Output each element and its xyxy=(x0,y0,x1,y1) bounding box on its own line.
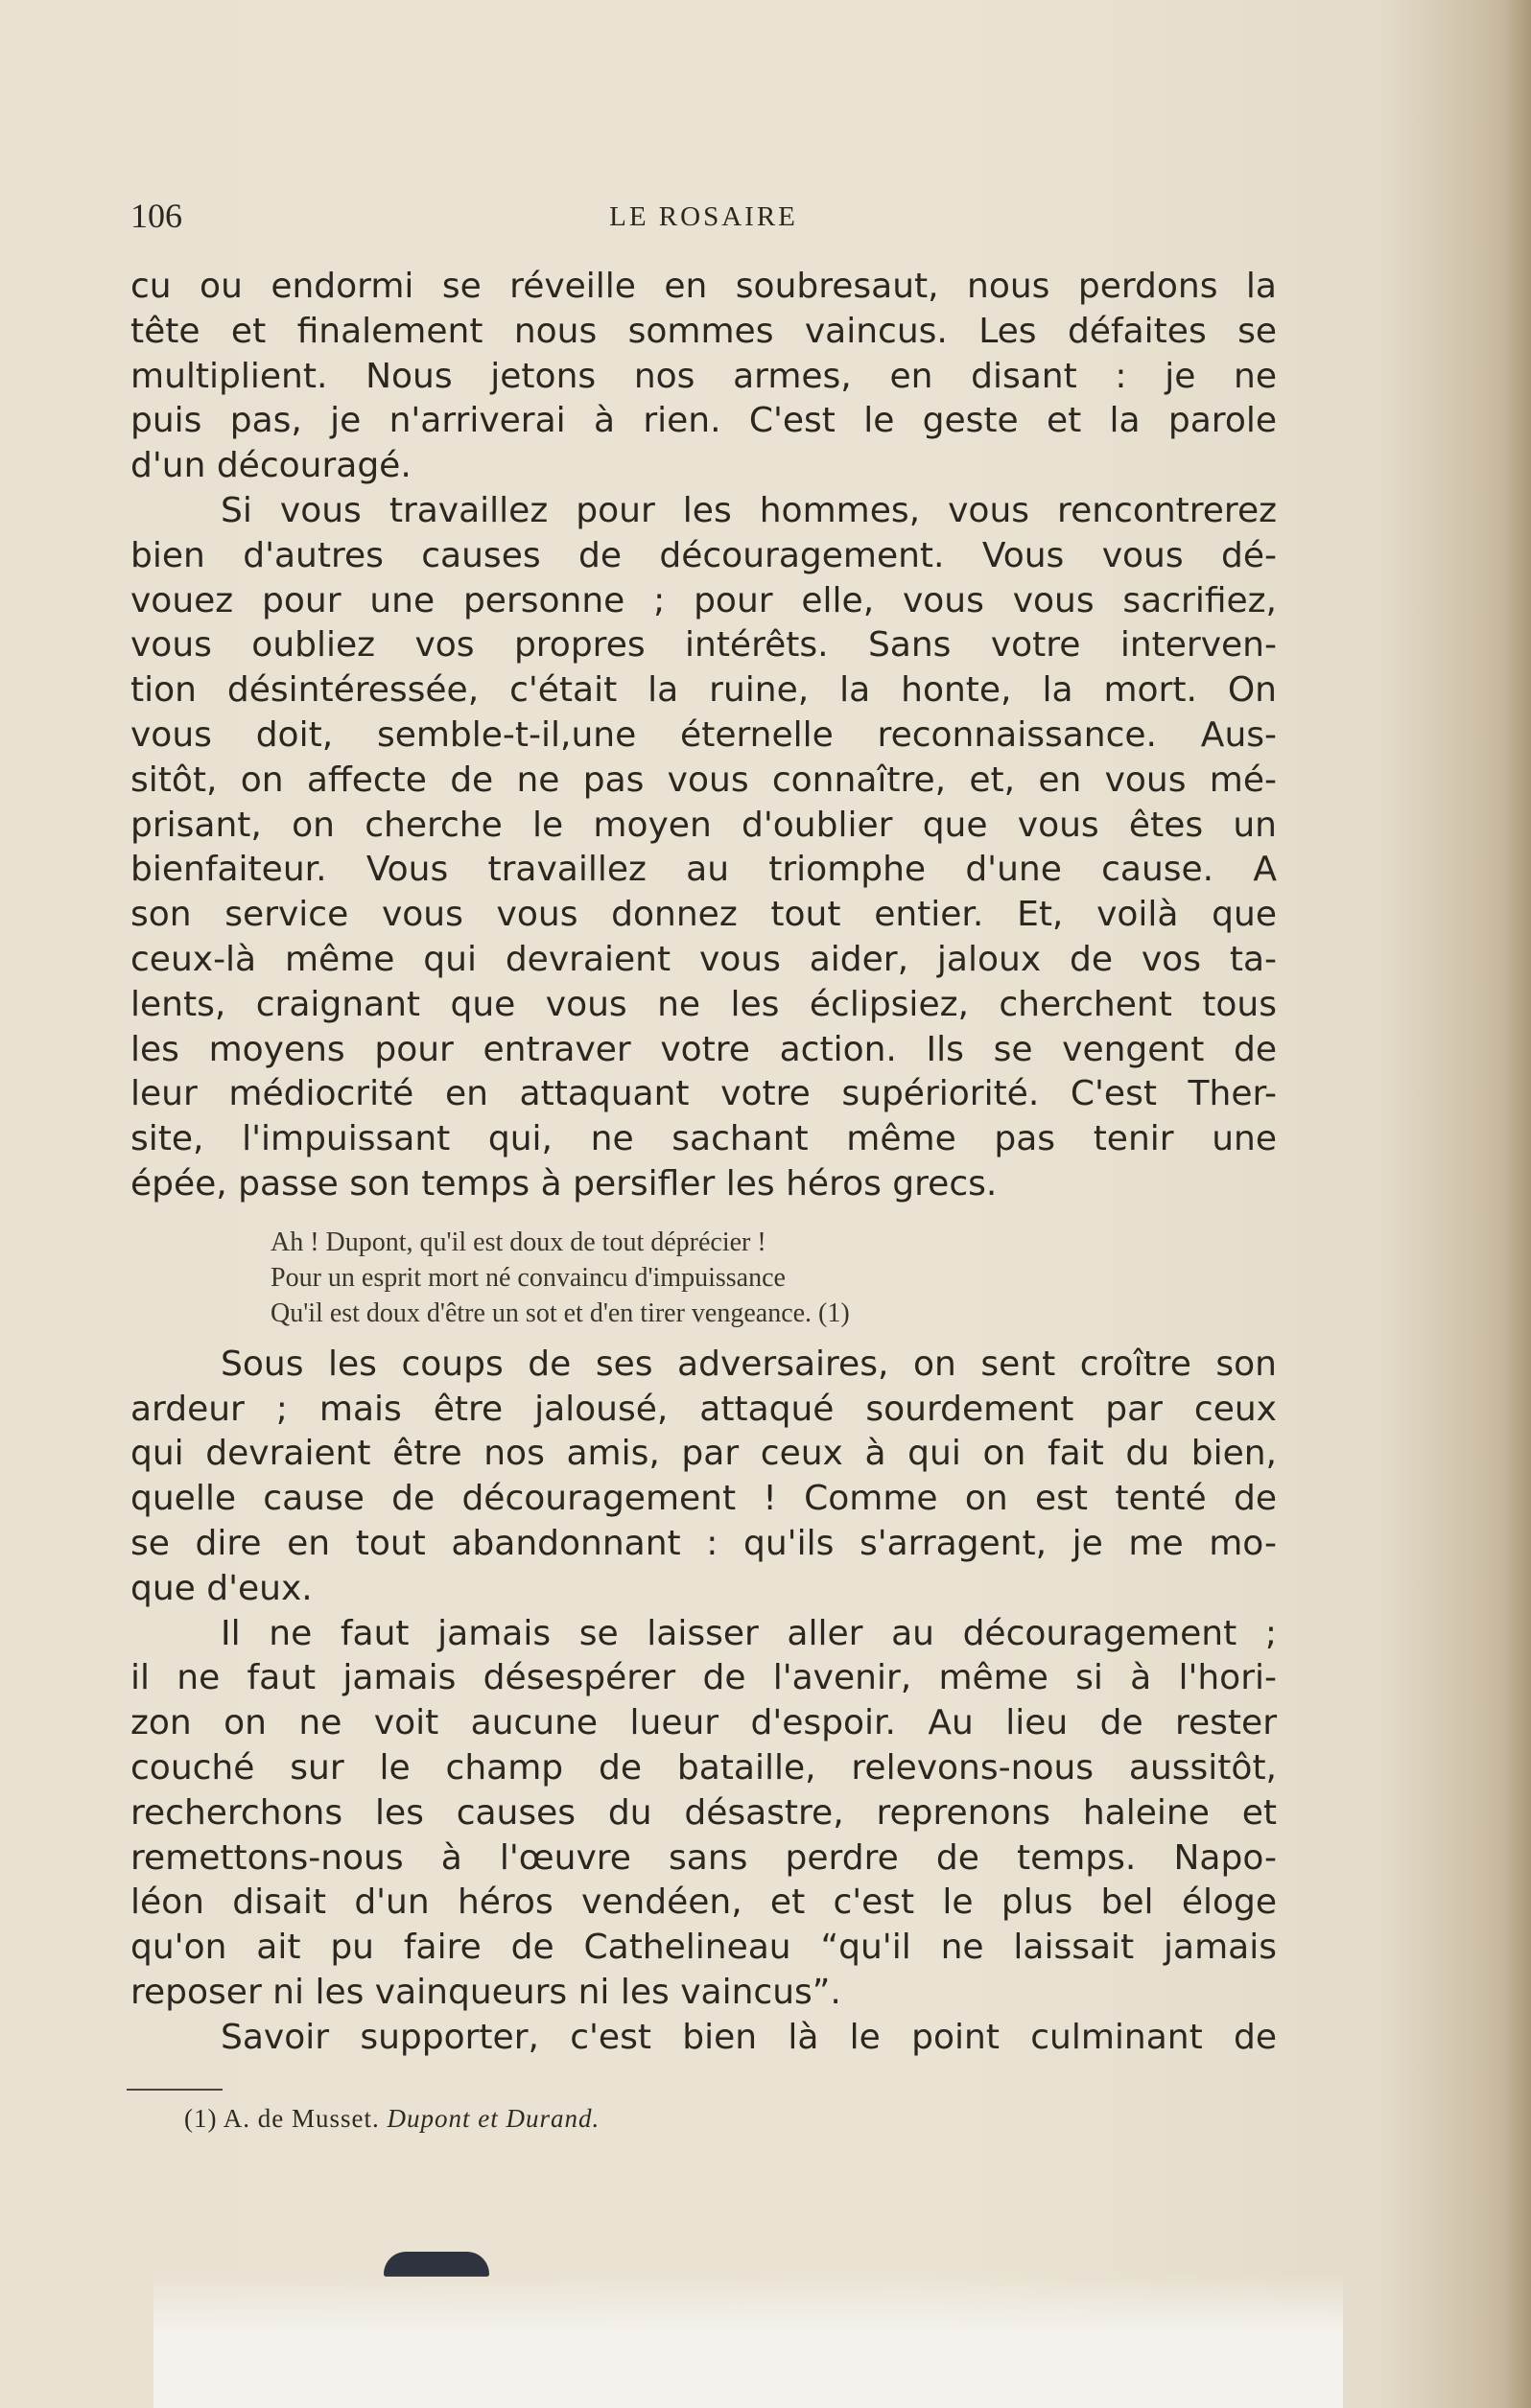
text-line: léon disait d'un héros vendéen, et c'est le plus bel éloge xyxy=(130,1882,1277,1923)
text-line: lents, craignant que vous ne les éclipsiez, cherchent tous xyxy=(130,984,1277,1024)
footnote xyxy=(184,2104,600,2134)
text-line: ceux-là même qui devraient vous aider, jaloux de vos ta- xyxy=(130,939,1277,979)
text-line: cu ou endormi se réveille en soubresaut, nous perdons la xyxy=(130,267,1277,306)
page-bottom-fade xyxy=(153,2274,1343,2408)
body-text xyxy=(130,265,1277,2060)
verse-line: Qu'il est doux d'être un sot et d'en tirer vengeance. (1) xyxy=(271,1298,850,1328)
text-line: leur médiocrité en attaquant votre supériorité. C'est Ther- xyxy=(130,1074,1277,1114)
text-line: reposer ni les vainqueurs ni les vaincus”. xyxy=(130,1972,841,2012)
text-line: quelle cause de découragement ! Comme on est tenté de xyxy=(130,1479,1277,1519)
text-line: épée, passe son temps à persifler les héros grecs. xyxy=(130,1163,998,1204)
text-line: Si vous travaillez pour les hommes, vous rencontrerez xyxy=(221,490,1277,530)
text-line: qu'on ait pu faire de Cathelineau “qu'il ne laissait jamais xyxy=(130,1928,1277,1968)
footnote-work: Dupont et Durand. xyxy=(387,2104,601,2133)
text-line: tion désintéressée, c'était la ruine, la honte, la mort. On xyxy=(130,670,1277,711)
verse-line: Ah ! Dupont, qu'il est doux de tout déprécier ! xyxy=(271,1227,766,1257)
text-line: bienfaiteur. Vous travaillez au triomphe d'une cause. A xyxy=(130,850,1277,890)
text-line: sitôt, on affecte de ne pas vous connaître, et, en vous mé- xyxy=(130,760,1277,800)
text-line: vous oubliez vos propres intérêts. Sans votre interven- xyxy=(130,625,1277,666)
text-line: les moyens pour entraver votre action. Ils se vengent de xyxy=(130,1029,1277,1069)
text-line: recherchons les causes du désastre, reprenons haleine et xyxy=(130,1792,1277,1833)
text-line: site, l'impuissant qui, ne sachant même pas tenir une xyxy=(130,1119,1277,1159)
text-line: prisant, on cherche le moyen d'oublier que vous êtes un xyxy=(130,805,1277,845)
text-line: son service vous vous donnez tout entier. Et, voilà que xyxy=(130,895,1277,935)
text-line: couché sur le champ de bataille, relevons-nous aussitôt, xyxy=(130,1747,1277,1788)
text-line: que d'eux. xyxy=(130,1568,313,1608)
footnote-marker: (1) xyxy=(184,2104,218,2133)
text-line: multiplient. Nous jetons nos armes, en disant : je ne xyxy=(130,356,1277,396)
text-line: vous doit, semble-t-il,une éternelle reconnaissance. Aus- xyxy=(130,714,1277,755)
text-line: il ne faut jamais désespérer de l'avenir, même si à l'hori- xyxy=(130,1658,1277,1698)
text-line: se dire en tout abandonnant : qu'ils s'arragent, je me mo- xyxy=(130,1523,1277,1563)
text-line: tête et finalement nous sommes vaincus. Les défaites se xyxy=(130,311,1277,351)
text-line: ardeur ; mais être jalousé, attaqué sourdement par ceux xyxy=(130,1389,1277,1429)
verse-quotation xyxy=(271,1225,1277,1331)
text-line: puis pas, je n'arriverai à rien. C'est le geste et la parole xyxy=(130,401,1277,441)
page-number: 106 xyxy=(130,197,182,235)
footnote-rule xyxy=(127,2089,223,2091)
text-line: remettons-nous à l'œuvre sans perdre de temps. Napo- xyxy=(130,1837,1277,1878)
text-line: qui devraient être nos amis, par ceux à qui on fait du bien, xyxy=(130,1434,1277,1474)
verse-line: Pour un esprit mort né convaincu d'impuissance xyxy=(271,1262,786,1293)
text-line: Il ne faut jamais se laisser aller au découragement ; xyxy=(221,1613,1277,1653)
footnote-author: A. de Musset. xyxy=(223,2104,380,2133)
text-line: zon on ne voit aucune lueur d'espoir. Au lieu de rester xyxy=(130,1703,1277,1743)
text-line: vouez pour une personne ; pour elle, vous vous sacrifiez, xyxy=(130,580,1277,620)
text-line: bien d'autres causes de découragement. Vous vous dé- xyxy=(130,535,1277,575)
running-header xyxy=(130,196,1277,234)
text-line: Savoir supporter, c'est bien là le point culminant de xyxy=(221,2017,1277,2057)
text-line: Sous les coups de ses adversaires, on sent croître son xyxy=(221,1344,1277,1384)
running-title: LE ROSAIRE xyxy=(609,201,798,232)
page-edge-shadow xyxy=(1506,0,1531,2408)
text-line: d'un découragé. xyxy=(130,446,412,486)
